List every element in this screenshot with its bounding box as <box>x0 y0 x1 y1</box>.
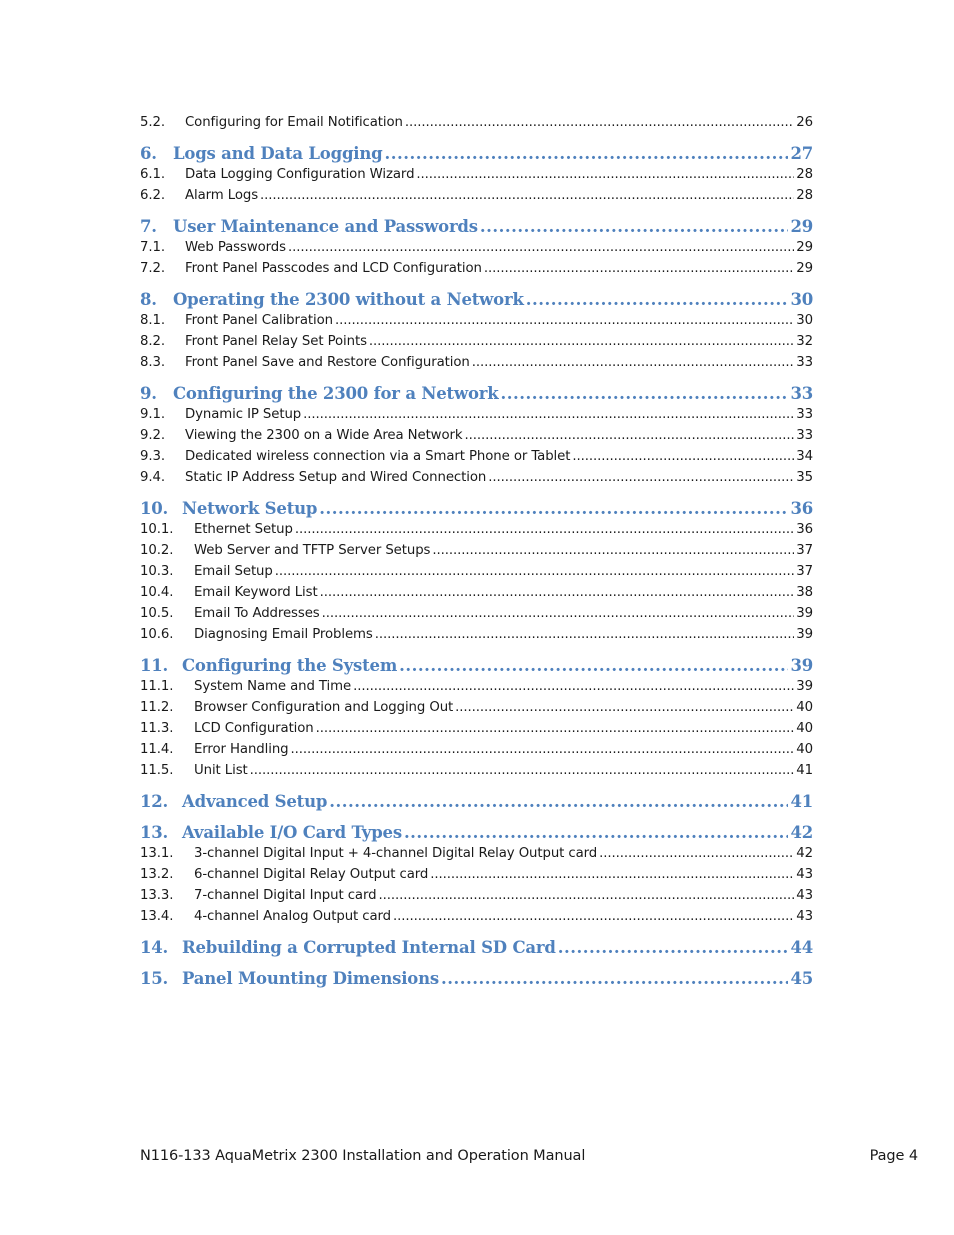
toc-entry-title: Unit List <box>194 763 248 778</box>
toc-entry-number: 8.2. <box>140 334 165 349</box>
toc-dot-leader <box>320 582 795 603</box>
toc-dot-leader <box>369 331 794 352</box>
toc-dot-leader <box>441 968 788 989</box>
toc-subsection-entry[interactable] <box>140 112 813 133</box>
toc-entry-number: 13.3. <box>140 888 174 903</box>
toc-entry-title: LCD Configuration <box>194 721 314 736</box>
toc-entry-title: Email To Addresses <box>194 606 320 621</box>
toc-entry-page-number: 44 <box>790 938 813 957</box>
toc-entry-number: 11.4. <box>140 742 174 757</box>
toc-dot-leader <box>572 446 794 467</box>
toc-entry-page-number: 28 <box>796 188 813 203</box>
toc-entry-title: Configuring the 2300 for a Network <box>173 384 499 403</box>
toc-dot-leader <box>430 864 794 885</box>
toc-subsection-entry[interactable] <box>140 739 813 760</box>
toc-entry-number: 10.2. <box>140 543 174 558</box>
toc-entry-number: 13. <box>140 823 169 842</box>
toc-dot-leader <box>322 603 795 624</box>
toc-entry-title: Email Keyword List <box>194 585 318 600</box>
toc-entry-page-number: 39 <box>796 679 813 694</box>
toc-dot-leader <box>393 906 794 927</box>
toc-entry-title: Email Setup <box>194 564 273 579</box>
toc-entry-number: 7. <box>140 217 157 236</box>
toc-subsection-entry[interactable] <box>140 446 813 467</box>
toc-entry-number: 8.3. <box>140 355 165 370</box>
toc-entry-title: Configuring for Email Notification <box>185 115 403 130</box>
toc-entry-page-number: 42 <box>796 846 813 861</box>
toc-entry-page-number: 37 <box>796 564 813 579</box>
toc-entry-title: Rebuilding a Corrupted Internal SD Card <box>182 938 556 957</box>
toc-entry-title: Front Panel Passcodes and LCD Configuration <box>185 261 482 276</box>
toc-dot-leader <box>464 425 794 446</box>
toc-entry-number: 11.1. <box>140 679 174 694</box>
toc-entry-page-number: 29 <box>796 261 813 276</box>
toc-dot-leader <box>399 655 788 676</box>
toc-dot-leader <box>378 885 794 906</box>
toc-entry-page-number: 42 <box>790 823 813 842</box>
toc-dot-leader <box>375 624 795 645</box>
toc-subsection-entry[interactable] <box>140 718 813 739</box>
toc-entry-title: Front Panel Calibration <box>185 313 334 328</box>
toc-entry-page-number: 33 <box>790 384 813 403</box>
toc-subsection-entry[interactable] <box>140 843 813 864</box>
toc-entry-number: 7.1. <box>140 240 165 255</box>
toc-section-entry[interactable] <box>140 822 813 843</box>
toc-dot-leader <box>599 843 794 864</box>
toc-entry-title: Configuring the System <box>182 656 398 675</box>
toc-entry-number: 5.2. <box>140 115 165 130</box>
toc-entry-title: Ethernet Setup <box>194 522 293 537</box>
toc-entry-page-number: 33 <box>796 407 813 422</box>
toc-section-entry[interactable] <box>140 143 813 164</box>
toc-entry-number: 8. <box>140 290 157 309</box>
toc-entry-number: 10.4. <box>140 585 174 600</box>
toc-entry-page-number: 39 <box>796 606 813 621</box>
toc-dot-leader <box>335 310 794 331</box>
toc-entry-page-number: 33 <box>796 428 813 443</box>
toc-subsection-entry[interactable] <box>140 864 813 885</box>
toc-subsection-entry[interactable] <box>140 185 813 206</box>
toc-dot-leader <box>405 112 794 133</box>
toc-entry-number: 7.2. <box>140 261 165 276</box>
toc-entry-title: Operating the 2300 without a Network <box>173 290 524 309</box>
toc-entry-page-number: 40 <box>796 700 813 715</box>
toc-entry-title: System Name and Time <box>194 679 352 694</box>
toc-entry-title: Error Handling <box>194 742 289 757</box>
toc-section-entry[interactable] <box>140 498 813 519</box>
toc-dot-leader <box>558 937 789 958</box>
toc-entry-number: 8.1. <box>140 313 165 328</box>
toc-dot-leader <box>501 383 789 404</box>
toc-dot-leader <box>480 216 789 237</box>
toc-subsection-entry[interactable] <box>140 425 813 446</box>
toc-entry-title: Dedicated wireless connection via a Smart Phone or Tablet <box>185 449 571 464</box>
toc-entry-page-number: 43 <box>796 888 813 903</box>
footer-page-number: Page 4 <box>869 1148 918 1164</box>
toc-subsection-entry[interactable] <box>140 467 813 488</box>
toc-subsection-entry[interactable] <box>140 885 813 906</box>
toc-entry-title: 3-channel Digital Input + 4-channel Digital Relay Output card <box>194 846 598 861</box>
toc-dot-leader <box>291 739 795 760</box>
toc-subsection-entry[interactable] <box>140 676 813 697</box>
toc-subsection-entry[interactable] <box>140 603 813 624</box>
toc-dot-leader <box>416 164 794 185</box>
toc-subsection-entry[interactable] <box>140 906 813 927</box>
toc-dot-leader <box>303 404 794 425</box>
toc-entry-number: 9.1. <box>140 407 165 422</box>
toc-entry-page-number: 30 <box>796 313 813 328</box>
toc-section-entry[interactable] <box>140 937 813 958</box>
toc-dot-leader <box>288 237 794 258</box>
toc-entry-page-number: 33 <box>796 355 813 370</box>
toc-subsection-entry[interactable] <box>140 164 813 185</box>
toc-entry-page-number: 43 <box>796 909 813 924</box>
toc-dot-leader <box>316 718 795 739</box>
toc-section-entry[interactable] <box>140 383 813 404</box>
toc-subsection-entry[interactable] <box>140 582 813 603</box>
toc-entry-page-number: 30 <box>790 290 813 309</box>
toc-entry-number: 10.6. <box>140 627 174 642</box>
toc-dot-leader <box>432 540 794 561</box>
toc-entry-page-number: 28 <box>796 167 813 182</box>
toc-entry-title: Web Server and TFTP Server Setups <box>194 543 431 558</box>
toc-entry-title: Browser Configuration and Logging Out <box>194 700 454 715</box>
toc-section-entry[interactable] <box>140 655 813 676</box>
toc-entry-page-number: 45 <box>790 969 813 988</box>
toc-entry-number: 14. <box>140 938 169 957</box>
toc-entry-title: Panel Mounting Dimensions <box>182 969 439 988</box>
toc-entry-number: 9.3. <box>140 449 165 464</box>
toc-subsection-entry[interactable] <box>140 561 813 582</box>
toc-entry-number: 10.5. <box>140 606 174 621</box>
toc-entry-page-number: 40 <box>796 721 813 736</box>
toc-entry-number: 13.1. <box>140 846 174 861</box>
toc-entry-title: Dynamic IP Setup <box>185 407 302 422</box>
toc-entry-page-number: 37 <box>796 543 813 558</box>
toc-dot-leader <box>385 143 789 164</box>
toc-entry-number: 10.1. <box>140 522 174 537</box>
toc-entry-number: 9. <box>140 384 157 403</box>
toc-entry-number: 11.3. <box>140 721 174 736</box>
toc-entry-title: 4-channel Analog Output card <box>194 909 392 924</box>
toc-entry-number: 13.4. <box>140 909 174 924</box>
toc-entry-title: Diagnosing Email Problems <box>194 627 373 642</box>
toc-subsection-entry[interactable] <box>140 352 813 373</box>
toc-entry-title: User Maintenance and Passwords <box>173 217 478 236</box>
toc-entry-page-number: 41 <box>790 792 813 811</box>
toc-entry-title: Network Setup <box>182 499 318 518</box>
toc-entry-page-number: 27 <box>790 144 813 163</box>
page-footer <box>140 1148 918 1164</box>
toc-subsection-entry[interactable] <box>140 540 813 561</box>
toc-entry-page-number: 34 <box>796 449 813 464</box>
toc-entry-title: Available I/O Card Types <box>182 823 402 842</box>
toc-entry-page-number: 40 <box>796 742 813 757</box>
toc-section-entry[interactable] <box>140 791 813 812</box>
toc-entry-number: 12. <box>140 792 169 811</box>
toc-entry-page-number: 26 <box>796 115 813 130</box>
toc-subsection-entry[interactable] <box>140 404 813 425</box>
toc-dot-leader <box>353 676 794 697</box>
toc-subsection-entry[interactable] <box>140 310 813 331</box>
toc-section-entry[interactable] <box>140 968 813 989</box>
toc-dot-leader <box>319 498 788 519</box>
toc-entry-title: Alarm Logs <box>185 188 259 203</box>
toc-entry-number: 9.4. <box>140 470 165 485</box>
toc-entry-title: Data Logging Configuration Wizard <box>185 167 415 182</box>
toc-dot-leader <box>404 822 789 843</box>
toc-entry-number: 13.2. <box>140 867 174 882</box>
toc-dot-leader <box>526 289 789 310</box>
toc-entry-number: 15. <box>140 969 169 988</box>
toc-entry-page-number: 41 <box>796 763 813 778</box>
toc-entry-title: Front Panel Save and Restore Configuration <box>185 355 470 370</box>
toc-dot-leader <box>275 561 795 582</box>
toc-subsection-entry[interactable] <box>140 624 813 645</box>
toc-entry-title: Logs and Data Logging <box>173 144 383 163</box>
toc-dot-leader <box>472 352 795 373</box>
toc-subsection-entry[interactable] <box>140 258 813 279</box>
toc-dot-leader <box>488 467 794 488</box>
toc-entry-title: 7-channel Digital Input card <box>194 888 377 903</box>
toc-entry-page-number: 39 <box>796 627 813 642</box>
toc-dot-leader <box>295 519 794 540</box>
toc-subsection-entry[interactable] <box>140 331 813 352</box>
toc-dot-leader <box>455 697 794 718</box>
toc-entry-number: 6.1. <box>140 167 165 182</box>
toc-entry-number: 10.3. <box>140 564 174 579</box>
toc-entry-title: Web Passwords <box>185 240 286 255</box>
footer-document-title: N116-133 AquaMetrix 2300 Installation and Operation Manual <box>140 1148 586 1164</box>
toc-entry-title: Static IP Address Setup and Wired Connection <box>185 470 487 485</box>
toc-entry-page-number: 36 <box>796 522 813 537</box>
toc-entry-title: 6-channel Digital Relay Output card <box>194 867 429 882</box>
toc-entry-number: 6.2. <box>140 188 165 203</box>
toc-section-entry[interactable] <box>140 289 813 310</box>
toc-entry-title: Front Panel Relay Set Points <box>185 334 367 349</box>
toc-entry-number: 10. <box>140 499 169 518</box>
toc-entry-page-number: 43 <box>796 867 813 882</box>
toc-entry-page-number: 35 <box>796 470 813 485</box>
toc-entry-page-number: 29 <box>796 240 813 255</box>
toc-entry-page-number: 38 <box>796 585 813 600</box>
toc-dot-leader <box>250 760 795 781</box>
toc-subsection-entry[interactable] <box>140 760 813 781</box>
toc-entry-title: Advanced Setup <box>182 792 328 811</box>
toc-entry-number: 6. <box>140 144 157 163</box>
toc-subsection-entry[interactable] <box>140 519 813 540</box>
toc-entry-page-number: 32 <box>796 334 813 349</box>
toc-entry-number: 11.2. <box>140 700 174 715</box>
toc-section-entry[interactable] <box>140 216 813 237</box>
toc-entry-title: Viewing the 2300 on a Wide Area Network <box>185 428 463 443</box>
toc-entry-page-number: 29 <box>790 217 813 236</box>
toc-entry-number: 11.5. <box>140 763 174 778</box>
toc-dot-leader <box>484 258 794 279</box>
toc-dot-leader <box>260 185 794 206</box>
toc-entry-number: 11. <box>140 656 169 675</box>
toc-entry-number: 9.2. <box>140 428 165 443</box>
toc-subsection-entry[interactable] <box>140 697 813 718</box>
toc-entry-page-number: 39 <box>790 656 813 675</box>
table-of-contents <box>140 112 813 989</box>
toc-entry-page-number: 36 <box>790 499 813 518</box>
toc-subsection-entry[interactable] <box>140 237 813 258</box>
toc-dot-leader <box>329 791 788 812</box>
